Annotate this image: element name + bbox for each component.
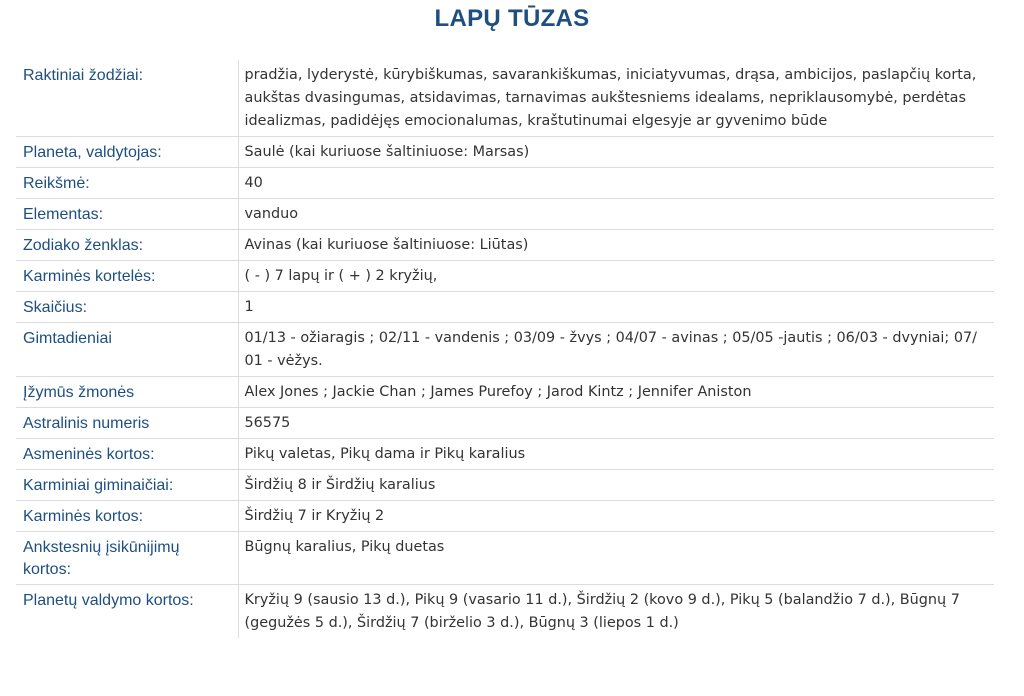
zodiac-sign-value: Avinas (kai kuriuose šaltiniuose: Liūtas) xyxy=(238,230,994,261)
table-row xyxy=(16,501,994,532)
table-row xyxy=(16,230,994,261)
astral-number-label: Astralinis numeris xyxy=(16,408,238,439)
table-row xyxy=(16,292,994,323)
karmic-relatives-value: Širdžių 8 ir Širdžių karalius xyxy=(238,470,994,501)
card-info-table xyxy=(16,60,994,638)
meaning-value: 40 xyxy=(238,168,994,199)
table-row xyxy=(16,439,994,470)
karmic-cards-short-value: ( - ) 7 lapų ir ( + ) 2 kryžių, xyxy=(238,261,994,292)
element-value: vanduo xyxy=(238,199,994,230)
table-row xyxy=(16,585,994,639)
table-row xyxy=(16,408,994,439)
birthdays-value: 01/13 - ožiaragis ; 02/11 - vandenis ; 03/09 - žvys ; 04/07 - avinas ; 05/05 -jautis ; 06/03 - dvyniai; 07/ 01 - vėžys. xyxy=(238,323,994,377)
keywords-label: Raktiniai žodžiai: xyxy=(16,60,238,137)
table-row xyxy=(16,137,994,168)
planet-ruler-value: Saulė (kai kuriuose šaltiniuose: Marsas) xyxy=(238,137,994,168)
element-label: Elementas: xyxy=(16,199,238,230)
karmic-relatives-label: Karminiai giminaičiai: xyxy=(16,470,238,501)
meaning-label: Reikšmė: xyxy=(16,168,238,199)
birthdays-label: Gimtadieniai xyxy=(16,323,238,377)
karmic-cards-short-label: Karminės kortelės: xyxy=(16,261,238,292)
table-row xyxy=(16,377,994,408)
personal-cards-value: Pikų valetas, Pikų dama ir Pikų karalius xyxy=(238,439,994,470)
planetary-ruling-cards-label: Planetų valdymo kortos: xyxy=(16,585,238,639)
table-row xyxy=(16,199,994,230)
table-row xyxy=(16,470,994,501)
table-row xyxy=(16,60,994,137)
famous-people-value: Alex Jones ; Jackie Chan ; James Purefoy ; Jarod Kintz ; Jennifer Aniston xyxy=(238,377,994,408)
famous-people-label: Įžymūs žmonės xyxy=(16,377,238,408)
planetary-ruling-cards-value: Kryžių 9 (sausio 13 d.), Pikų 9 (vasario 11 d.), Širdžių 2 (kovo 9 d.), Pikų 5 (balandžio 7 d.), Būgnų 7 (gegužės 5 d.), Širdžių 7 (birželio 3 d.), Būgnų 3 (liepos 1 d.) xyxy=(244,592,960,631)
table-row xyxy=(16,168,994,199)
karmic-cards-value: Širdžių 7 ir Kryžių 2 xyxy=(238,501,994,532)
keywords-value: pradžia, lyderystė, kūrybiškumas, savarankiškumas, iniciatyvumas, drąsa, ambicijos, paslapčių korta, aukštas dvasingumas, atsidavimas, tarnavimas aukštesniems idealams, nepriklausomybė, perdėtas idealizmas, padidėjęs emocionalumas, kraštutinumai elgesyje ar gyvenimo būde xyxy=(238,60,994,137)
table-row xyxy=(16,261,994,292)
zodiac-sign-label: Zodiako ženklas: xyxy=(16,230,238,261)
page-title: LAPŲ TŪZAS xyxy=(434,5,590,32)
table-row xyxy=(16,532,994,585)
table-row xyxy=(16,323,994,377)
past-life-cards-value: Būgnų karalius, Pikų duetas xyxy=(238,532,994,585)
planet-ruler-label: Planeta, valdytojas: xyxy=(16,137,238,168)
number-value: 1 xyxy=(238,292,994,323)
number-label: Skaičius: xyxy=(16,292,238,323)
astral-number-value: 56575 xyxy=(238,408,994,439)
past-life-cards-label: Ankstesnių įsikūnijimų kortos: xyxy=(16,532,238,585)
karmic-cards-label: Karminės kortos: xyxy=(16,501,238,532)
personal-cards-label: Asmeninės kortos: xyxy=(16,439,238,470)
